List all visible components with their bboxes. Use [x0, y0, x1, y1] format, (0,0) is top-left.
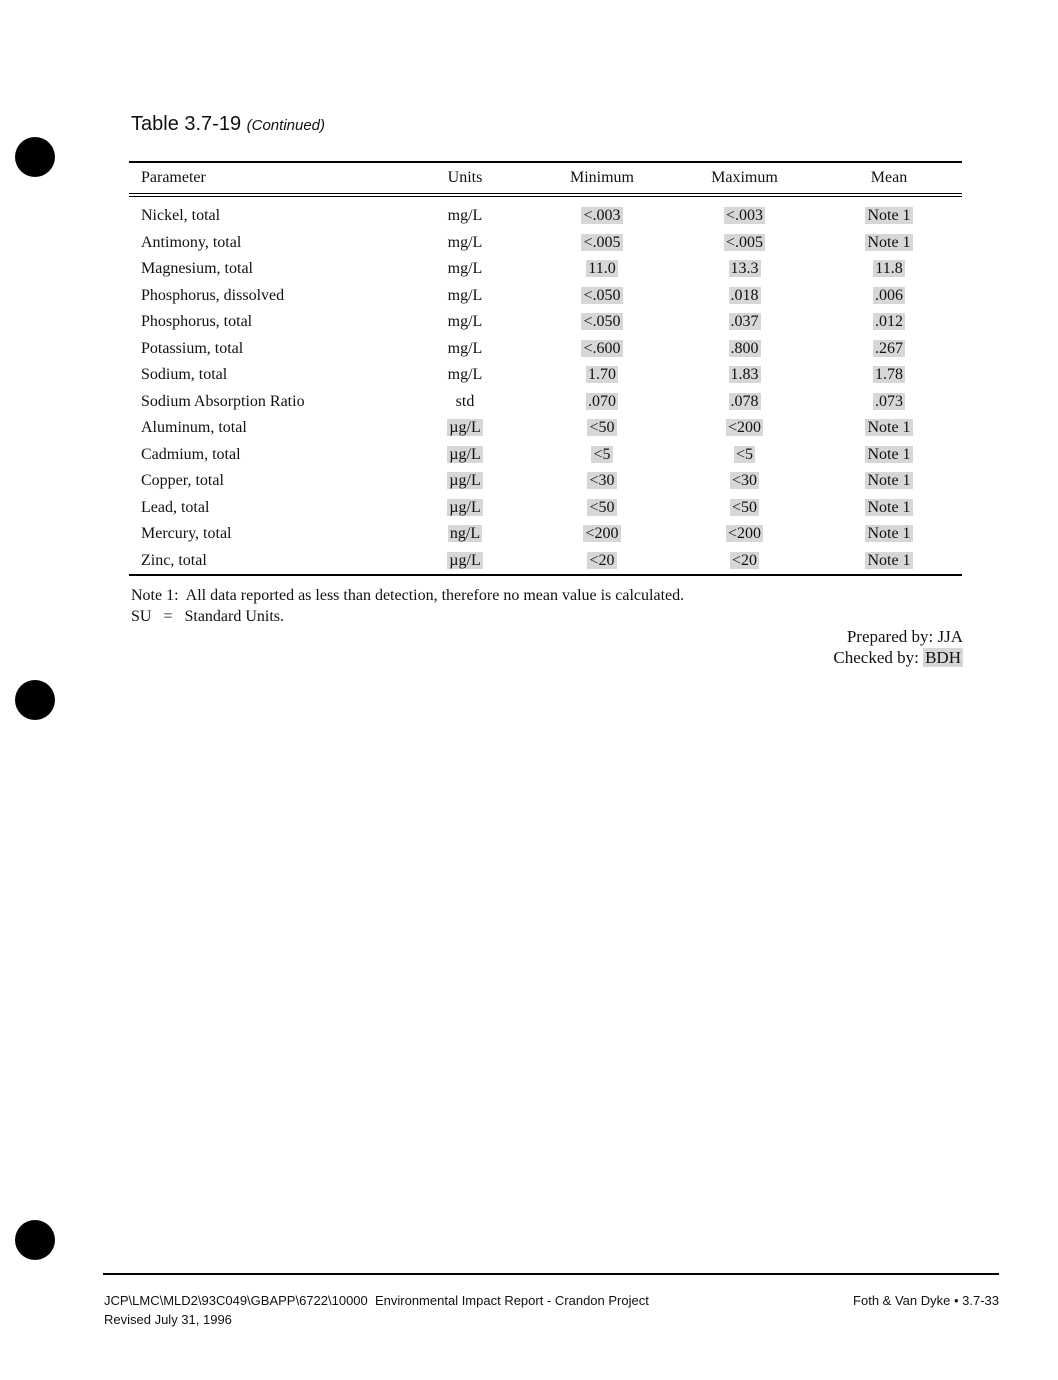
cell-maximum-value: 13.3 [730, 260, 759, 278]
footer-revised: Revised July 31, 1996 [104, 1312, 232, 1327]
table-row [129, 442, 962, 469]
cell-mean [816, 336, 962, 363]
table-row [129, 195, 962, 230]
cell-units [399, 256, 531, 283]
cell-mean [816, 283, 962, 310]
checked-by [833, 647, 963, 668]
cell-maximum [673, 389, 816, 416]
cell-parameter-value: Lead, total [141, 498, 210, 516]
footer-rule [103, 1273, 999, 1275]
table-row [129, 283, 962, 310]
cell-maximum-value: <200 [727, 525, 762, 543]
cell-parameter [129, 195, 399, 230]
cell-maximum-value: .018 [730, 286, 759, 304]
cell-maximum-value: <50 [731, 498, 758, 516]
cell-maximum [673, 309, 816, 336]
cell-minimum [531, 468, 673, 495]
cell-maximum-value: <.005 [725, 233, 764, 251]
header-parameter: Parameter [129, 162, 399, 195]
cell-minimum-value: 11.0 [588, 260, 616, 278]
cell-maximum [673, 521, 816, 548]
signoff-block [833, 626, 963, 668]
cell-parameter-value: Antimony, total [141, 233, 242, 251]
cell-units-value: mg/L [447, 233, 483, 251]
cell-minimum-value: <5 [593, 445, 611, 463]
cell-units [399, 521, 531, 548]
cell-minimum-value: <.005 [583, 233, 621, 251]
cell-units [399, 283, 531, 310]
cell-minimum [531, 309, 673, 336]
cell-units-value: mg/L [447, 260, 483, 278]
header-minimum: Minimum [531, 162, 673, 195]
cell-maximum [673, 336, 816, 363]
cell-mean-value: .006 [875, 286, 903, 304]
cell-mean-value: Note 1 [867, 551, 911, 569]
header-units: Units [399, 162, 531, 195]
cell-maximum [673, 548, 816, 576]
cell-maximum-value: .078 [730, 392, 759, 410]
cell-units-value: µg/L [449, 472, 481, 490]
table-row [129, 548, 962, 576]
cell-mean [816, 362, 962, 389]
table-row [129, 415, 962, 442]
cell-minimum [531, 256, 673, 283]
table-row [129, 362, 962, 389]
cell-maximum [673, 230, 816, 257]
cell-maximum-value: .037 [730, 313, 759, 331]
table-row [129, 521, 962, 548]
cell-mean-value: Note 1 [867, 525, 911, 543]
cell-maximum-value: <5 [735, 445, 754, 463]
cell-parameter-value: Potassium, total [141, 339, 244, 357]
cell-units-value: µg/L [449, 498, 481, 516]
note-1: Note 1: All data reported as less than detection, therefore no mean value is calculated. [131, 587, 685, 604]
cell-minimum [531, 442, 673, 469]
cell-minimum-value: <50 [589, 498, 615, 516]
cell-parameter-value: Copper, total [141, 472, 224, 490]
cell-minimum-value: <20 [589, 551, 615, 569]
binder-hole-bottom [15, 1220, 55, 1260]
cell-parameter-value: Cadmium, total [141, 445, 241, 463]
cell-parameter-value: Mercury, total [141, 525, 232, 543]
cell-maximum-value: <.003 [725, 207, 764, 225]
cell-minimum [531, 195, 673, 230]
cell-units-value: std [455, 392, 475, 410]
cell-mean [816, 442, 962, 469]
footer-right: Foth & Van Dyke • 3.7-33 [853, 1293, 999, 1308]
cell-minimum [531, 283, 673, 310]
cell-units-value: mg/L [447, 286, 483, 304]
cell-parameter [129, 495, 399, 522]
prepared-by: Prepared by: JJA [846, 627, 963, 646]
cell-minimum-value: .070 [588, 392, 616, 410]
cell-mean [816, 468, 962, 495]
cell-parameter [129, 309, 399, 336]
cell-mean-value: Note 1 [867, 472, 911, 490]
footer-path: JCP\LMC\MLD2\93C049\GBAPP\6722\10000 Environmental Impact Report - Crandon Project [104, 1293, 649, 1308]
cell-minimum-value: <.003 [583, 207, 621, 225]
cell-parameter-value: Magnesium, total [141, 260, 253, 278]
cell-parameter [129, 521, 399, 548]
table-row [129, 468, 962, 495]
cell-maximum [673, 362, 816, 389]
cell-parameter-value: Phosphorus, total [141, 313, 253, 331]
cell-parameter [129, 256, 399, 283]
cell-units [399, 336, 531, 363]
cell-maximum [673, 468, 816, 495]
cell-mean [816, 195, 962, 230]
cell-mean-value: Note 1 [867, 419, 911, 437]
cell-maximum-value: <200 [727, 419, 762, 437]
table-row [129, 230, 962, 257]
cell-units [399, 389, 531, 416]
cell-mean [816, 415, 962, 442]
cell-units-value: mg/L [447, 339, 483, 357]
cell-mean-value: Note 1 [867, 445, 911, 463]
cell-units-value: ng/L [449, 525, 481, 543]
cell-units [399, 230, 531, 257]
cell-minimum-value: <.050 [583, 313, 621, 331]
cell-parameter-value: Sodium Absorption Ratio [141, 392, 305, 410]
cell-mean [816, 495, 962, 522]
cell-minimum [531, 495, 673, 522]
cell-minimum [531, 362, 673, 389]
cell-parameter [129, 389, 399, 416]
cell-parameter [129, 283, 399, 310]
cell-units [399, 468, 531, 495]
cell-units-value: mg/L [447, 313, 483, 331]
cell-minimum-value: <200 [585, 525, 619, 543]
cell-maximum-value: .800 [730, 339, 759, 357]
cell-maximum [673, 442, 816, 469]
cell-minimum-value: 1.70 [588, 366, 616, 384]
cell-minimum [531, 230, 673, 257]
cell-mean-value: Note 1 [867, 498, 911, 516]
cell-maximum [673, 415, 816, 442]
data-table [129, 161, 962, 576]
table-title-continued: (Continued) [246, 117, 326, 134]
cell-maximum [673, 283, 816, 310]
notes-block [131, 585, 684, 627]
note-su: SU = Standard Units. [131, 608, 285, 625]
cell-mean-value: 1.78 [875, 366, 903, 384]
table-row [129, 495, 962, 522]
cell-mean [816, 548, 962, 576]
cell-maximum-value: <30 [731, 472, 758, 490]
cell-mean-value: Note 1 [867, 207, 911, 225]
cell-mean [816, 389, 962, 416]
cell-units [399, 495, 531, 522]
cell-mean [816, 309, 962, 336]
cell-units [399, 442, 531, 469]
cell-mean-value: .267 [875, 339, 903, 357]
cell-parameter [129, 548, 399, 576]
cell-parameter-value: Phosphorus, dissolved [141, 286, 285, 304]
cell-parameter [129, 442, 399, 469]
table-row [129, 336, 962, 363]
table-body [129, 195, 962, 575]
table-title [131, 113, 325, 136]
cell-minimum-value: <50 [589, 419, 615, 437]
cell-units-value: mg/L [447, 207, 483, 225]
table-header-row [129, 162, 962, 195]
cell-units-value: µg/L [449, 445, 481, 463]
cell-parameter [129, 415, 399, 442]
cell-maximum-value: <20 [731, 551, 758, 569]
cell-minimum [531, 521, 673, 548]
cell-parameter [129, 362, 399, 389]
table-row [129, 256, 962, 283]
cell-minimum [531, 336, 673, 363]
cell-parameter-value: Nickel, total [141, 207, 221, 225]
cell-minimum-value: <.050 [583, 286, 621, 304]
cell-mean [816, 230, 962, 257]
footer-left [104, 1291, 649, 1329]
binder-hole-top [15, 137, 55, 177]
checked-by-initials: BDH [925, 648, 961, 667]
cell-parameter-value: Zinc, total [141, 551, 207, 569]
cell-mean [816, 256, 962, 283]
table-title-label: Table 3.7-19 [131, 113, 242, 135]
cell-maximum [673, 195, 816, 230]
cell-units [399, 362, 531, 389]
header-mean: Mean [816, 162, 962, 195]
cell-units-value: µg/L [449, 551, 481, 569]
cell-maximum [673, 256, 816, 283]
header-maximum: Maximum [673, 162, 816, 195]
cell-mean [816, 521, 962, 548]
cell-parameter [129, 230, 399, 257]
cell-minimum [531, 548, 673, 576]
cell-parameter-value: Sodium, total [141, 366, 228, 384]
cell-maximum [673, 495, 816, 522]
cell-units [399, 309, 531, 336]
checked-by-label: Checked by: [833, 648, 924, 667]
table-row [129, 389, 962, 416]
cell-units [399, 195, 531, 230]
cell-maximum-value: 1.83 [730, 366, 759, 384]
cell-minimum-value: <.600 [583, 339, 621, 357]
cell-minimum [531, 415, 673, 442]
cell-units-value: mg/L [447, 366, 483, 384]
cell-parameter [129, 336, 399, 363]
binder-hole-middle [15, 680, 55, 720]
cell-mean-value: .012 [875, 313, 903, 331]
cell-minimum [531, 389, 673, 416]
cell-minimum-value: <30 [589, 472, 615, 490]
cell-units [399, 415, 531, 442]
cell-units-value: µg/L [449, 419, 481, 437]
cell-mean-value: .073 [875, 392, 903, 410]
table-row [129, 309, 962, 336]
cell-units [399, 548, 531, 576]
cell-mean-value: Note 1 [867, 233, 911, 251]
cell-parameter-value: Aluminum, total [141, 419, 247, 437]
cell-parameter [129, 468, 399, 495]
cell-mean-value: 11.8 [875, 260, 903, 278]
